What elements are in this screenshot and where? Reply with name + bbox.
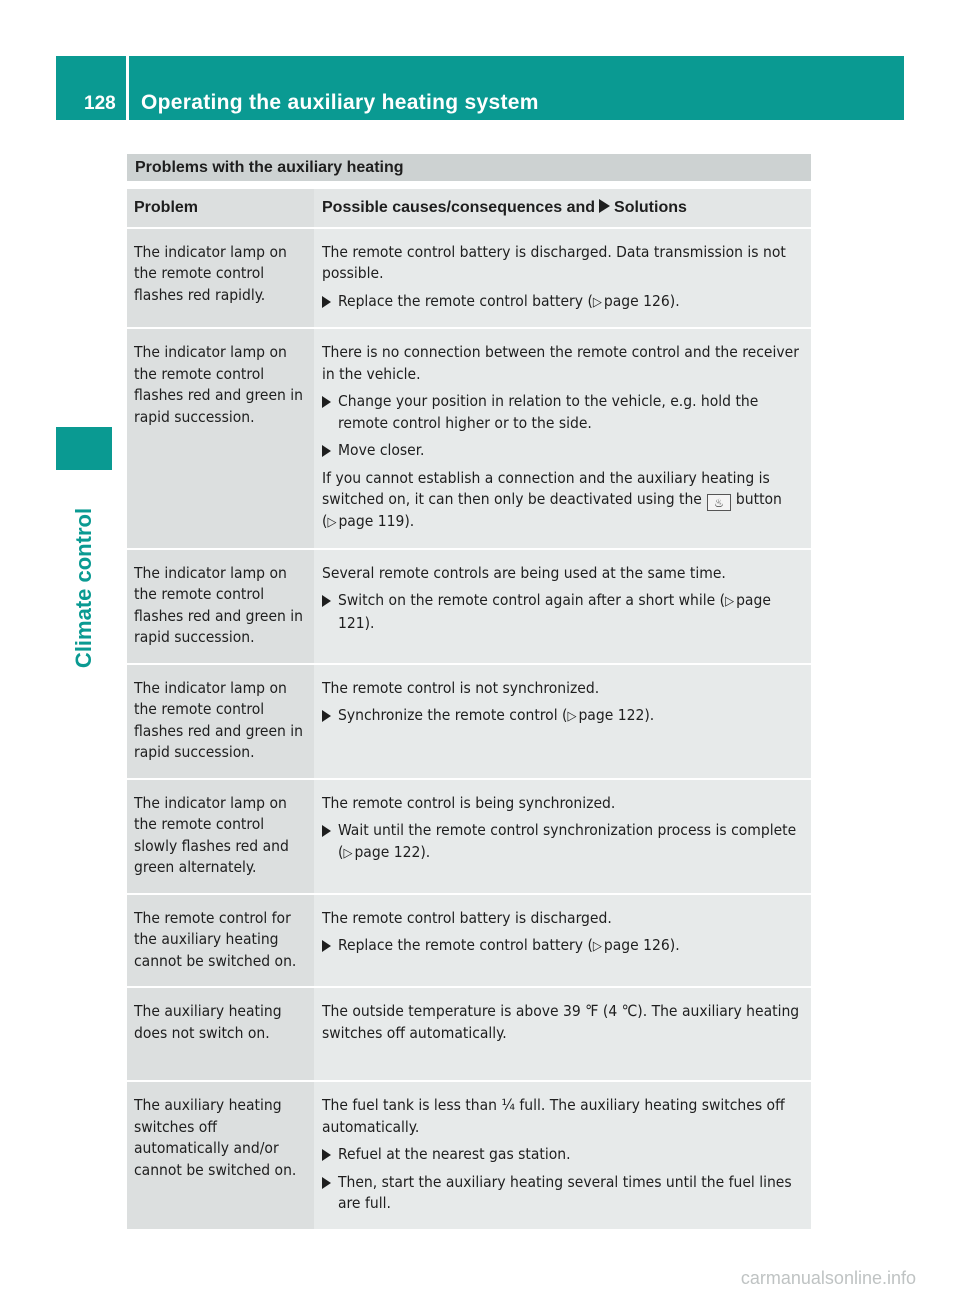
table-row: [127, 1082, 811, 1229]
note-text-start: If you cannot establish a connection and the auxiliary heating is switched on, it can then only be deactivated using the: [322, 468, 770, 508]
solution-step: [322, 590, 805, 634]
solution-cell: [314, 1082, 811, 1229]
solution-step: [322, 820, 805, 864]
problem-cell: The auxiliary heating does not switch on.: [127, 988, 314, 1080]
step-arrow-icon: [322, 445, 331, 457]
step-text: Replace the remote control battery (: [338, 291, 593, 310]
problem-cell: The indicator lamp on the remote control flashes red and green in rapid succession.: [127, 665, 314, 778]
problem-cell: The indicator lamp on the remote control flashes red rapidly.: [127, 229, 314, 328]
step-arrow-icon: [322, 825, 331, 837]
solution-cell: [314, 550, 811, 663]
header-divider: [126, 56, 129, 120]
cause-text: There is no connection between the remote control and the receiver in the vehicle.: [322, 343, 799, 383]
problem-cell: The remote control for the auxiliary heating cannot be switched on.: [127, 895, 314, 987]
solution-cell: [314, 895, 811, 987]
solution-step: [322, 935, 805, 958]
page-number: 128: [84, 93, 116, 114]
cause-text: Several remote controls are being used at the same time.: [322, 563, 726, 582]
step-text: Then, start the auxiliary heating several times until the fuel lines are full.: [338, 1172, 792, 1212]
page-title: Operating the auxiliary heating system: [141, 91, 539, 114]
table-row: [127, 329, 811, 550]
cause-text: The remote control battery is discharged. Data transmission is not possible.: [322, 242, 786, 282]
problem-cell: The indicator lamp on the remote control slowly flashes red and green alternately.: [127, 780, 314, 893]
step-arrow-icon: [322, 396, 331, 408]
step-arrow-icon: [322, 296, 331, 308]
step-text: Synchronize the remote control (: [338, 706, 568, 724]
note-text: [322, 468, 805, 534]
table-row: [127, 229, 811, 330]
page-reference-icon: ▷: [592, 939, 602, 954]
solution-step: [322, 291, 805, 314]
page-reference-icon: ▷: [327, 515, 337, 530]
page-reference-link[interactable]: page 126).: [603, 936, 680, 954]
page-reference-link[interactable]: page 121).: [338, 591, 771, 632]
step-arrow-icon: [322, 1177, 331, 1189]
step-arrow-icon: [322, 940, 331, 952]
cause-text: The remote control is being synchronized.: [322, 793, 616, 812]
problem-cell: The indicator lamp on the remote control flashes red and green in rapid succession.: [127, 329, 314, 548]
step-text: Move closer.: [338, 441, 425, 459]
problem-cell: The indicator lamp on the remote control flashes red and green in rapid succession.: [127, 550, 314, 663]
step-arrow-icon: [599, 199, 610, 213]
solution-cell: [314, 665, 811, 778]
solution-step: [322, 1144, 805, 1166]
cause-text: The fuel tank is less than ¼ full. The auxiliary heating switches off automatically.: [322, 1096, 785, 1136]
solution-step: [322, 440, 805, 462]
problem-cell: The auxiliary heating switches off automatically and/or cannot be switched on.: [127, 1082, 314, 1229]
note-text-end: button (: [322, 490, 782, 530]
section-title: Problems with the auxiliary heating: [127, 154, 811, 181]
step-arrow-icon: [322, 1149, 331, 1161]
table-row: [127, 780, 811, 895]
table-row: [127, 895, 811, 989]
column-header-solutions: [314, 189, 811, 227]
step-text: Switch on the remote control again after a short while (: [338, 591, 726, 609]
page-reference-icon: ▷: [725, 594, 735, 609]
step-arrow-icon: [322, 595, 331, 607]
step-text: Wait until the remote control synchronization process is complete (: [338, 821, 797, 861]
cause-text: The remote control battery is discharged.: [322, 908, 612, 927]
cause-text: The outside temperature is above 39 ℉ (4 ℃). The auxiliary heating switches off automatically.: [322, 1002, 800, 1042]
problems-table: [127, 189, 811, 1229]
step-arrow-icon: [322, 710, 331, 722]
column-header-solutions-suffix: Solutions: [614, 199, 687, 216]
table-header-row: [127, 189, 811, 229]
column-header-solutions-label: Possible causes/consequences and: [322, 199, 596, 216]
solution-step: [322, 1172, 805, 1215]
table-row: [127, 988, 811, 1082]
solution-cell: [314, 780, 811, 893]
page-reference-link[interactable]: page 122).: [578, 706, 655, 724]
table-row: [127, 665, 811, 780]
page-reference-link[interactable]: page 126).: [603, 291, 680, 310]
cause-text: The remote control is not synchronized.: [322, 678, 600, 697]
step-text: Change your position in relation to the vehicle, e.g. hold the remote control higher or to the side.: [338, 392, 759, 432]
solution-cell: [314, 988, 811, 1080]
watermark: carmanualsonline.info: [740, 1268, 916, 1288]
solution-cell: [314, 329, 811, 548]
step-text: Replace the remote control battery (: [338, 936, 593, 954]
step-text: Refuel at the nearest gas station.: [338, 1145, 571, 1163]
solution-step: [322, 391, 805, 434]
page-reference-link[interactable]: page 119).: [338, 512, 415, 530]
side-tab-marker: [56, 427, 112, 470]
page-reference-icon: ▷: [567, 709, 577, 724]
page-reference-icon: ▷: [343, 845, 353, 861]
solution-step: [322, 705, 805, 728]
page-reference-icon: ▷: [592, 294, 602, 310]
table-row: [127, 550, 811, 665]
auxiliary-heating-button-icon: ♨: [707, 494, 731, 511]
page-reference-link[interactable]: page 122).: [354, 842, 431, 861]
solution-cell: [314, 229, 811, 328]
column-header-problem: Problem: [127, 189, 314, 227]
side-section-label: Climate control: [71, 507, 96, 669]
